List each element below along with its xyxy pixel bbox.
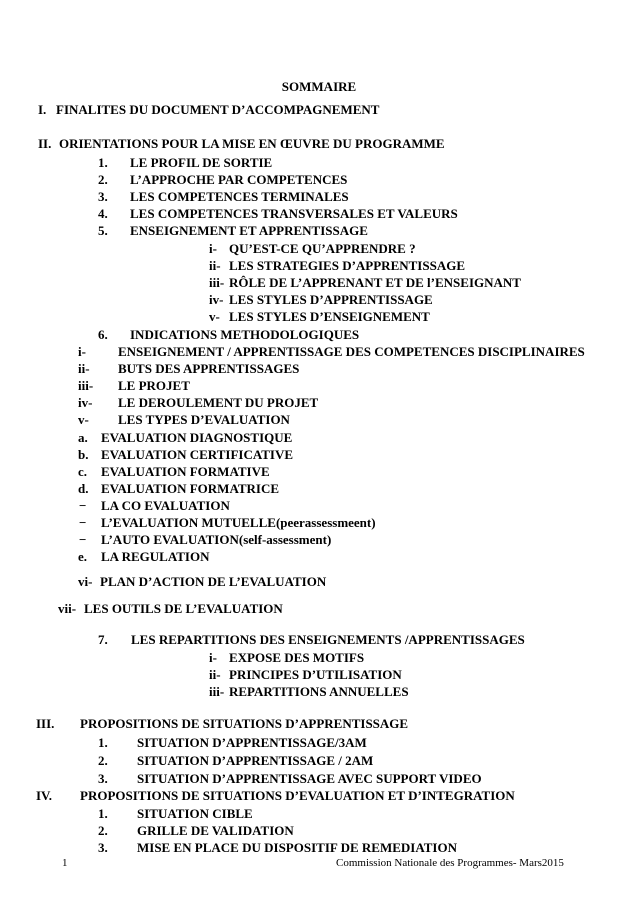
toc-entry-number: e. [78,549,88,564]
toc-entry-number: 2. [98,753,108,768]
toc-entry-text: L’APPROCHE PAR COMPETENCES [130,172,348,187]
toc-entry-text: MISE EN PLACE DU DISPOSITIF DE REMEDIATION [137,840,457,855]
toc-entry-number: 2. [98,823,108,838]
toc-entry-number: vi- [78,574,93,589]
toc-entry-number: iii- [209,684,225,699]
toc-entry-number: − [79,515,87,530]
toc-entry-text: LA CO EVALUATION [101,498,230,513]
toc-entry-text: L’AUTO EVALUATION(self-assessment) [101,532,332,547]
page-title: SOMMAIRE [281,79,357,94]
toc-entry-number: c. [78,464,88,479]
toc-entry-text: SITUATION D’APPRENTISSAGE AVEC SUPPORT VIDEO [137,771,482,786]
toc-entry-text: SITUATION CIBLE [137,806,253,821]
toc-entry-number: v- [209,309,220,324]
toc-entry-text: PLAN D’ACTION DE L’EVALUATION [100,574,327,589]
toc-entry-number: − [79,532,87,547]
toc-entry-text: GRILLE DE VALIDATION [137,823,294,838]
toc-entry-text: EVALUATION FORMATRICE [101,481,280,496]
toc-entry-number: v- [78,412,89,427]
toc-entry-number: 2. [98,172,108,187]
toc-entry-text: RÔLE DE L’APPRENANT ET DE l’ENSEIGNANT [229,275,521,290]
toc-entry-number: iii- [209,275,225,290]
toc-entry-number: 1. [98,806,108,821]
toc-entry-number: 4. [98,206,108,221]
toc-entry-text: LES TYPES D’EVALUATION [118,412,290,427]
toc-entry-text: FINALITES DU DOCUMENT D’ACCOMPAGNEMENT [56,102,380,117]
toc-entry-number: iv- [78,395,93,410]
toc-entry-number: II. [38,136,52,151]
toc-entry-number: ii- [209,667,221,682]
toc-entry-text: LE DEROULEMENT DU PROJET [118,395,319,410]
toc-entry-text: QU’EST-CE QU’APPRENDRE ? [229,241,416,256]
toc-entry-text: ORIENTATIONS POUR LA MISE EN ŒUVRE DU PROGRAMME [59,136,445,151]
toc-entry-text: BUTS DES APPRENTISSAGES [118,361,300,376]
toc-entry-number: iii- [78,378,94,393]
toc-entry-text: LES STYLES D’ENSEIGNEMENT [229,309,430,324]
toc-entry-number: 5. [98,223,108,238]
toc-entry-number: 3. [98,840,108,855]
toc-entry-text: EVALUATION DIAGNOSTIQUE [101,430,293,445]
toc-entry-number: vii- [58,601,77,616]
toc-entry-text: LE PROJET [118,378,190,393]
toc-entry-number: d. [78,481,89,496]
toc-entry-text: SITUATION D’APPRENTISSAGE/3AM [137,735,367,750]
toc-entry-text: LES OUTILS DE L’EVALUATION [84,601,283,616]
footer-text: Commission Nationale des Programmes- Mars2015 [336,857,564,869]
toc-entry-number: 3. [98,771,108,786]
toc-entry-text: EVALUATION FORMATIVE [101,464,270,479]
toc-entry-text: INDICATIONS METHODOLOGIQUES [130,327,360,342]
page-number: 1 [62,857,68,869]
toc-entry-text: EVALUATION CERTIFICATIVE [101,447,294,462]
toc-entry-number: i- [209,650,217,665]
toc-entry-text: PROPOSITIONS DE SITUATIONS D’APPRENTISSAGE [80,716,409,731]
toc-entry-number: i- [78,344,86,359]
toc-entry-text: EXPOSE DES MOTIFS [229,650,365,665]
toc-entry-number: I. [38,102,47,117]
toc-entry-number: − [79,498,87,513]
toc-entry-text: LES COMPETENCES TERMINALES [130,189,349,204]
toc-entry-text: LES REPARTITIONS DES ENSEIGNEMENTS /APPRENTISSAGES [131,632,525,647]
toc-entry-number: i- [209,241,217,256]
toc-entry-text: PRINCIPES D’UTILISATION [229,667,402,682]
toc-entry-number: ii- [209,258,221,273]
toc-entry-text: LE PROFIL DE SORTIE [130,155,273,170]
toc-entry-number: a. [78,430,88,445]
toc-entry-text: ENSEIGNEMENT / APPRENTISSAGE DES COMPETENCES DISCIPLINAIRES [118,344,585,359]
toc-entry-text: LES COMPETENCES TRANSVERSALES ET VALEURS [130,206,458,221]
toc-entry-number: III. [36,716,55,731]
toc-entry-number: 1. [98,155,108,170]
toc-entry-number: IV. [36,788,53,803]
toc-entry-text: SITUATION D’APPRENTISSAGE / 2AM [137,753,374,768]
toc-entry-number: iv- [209,292,224,307]
toc-entry-text: LES STRATEGIES D’APPRENTISSAGE [229,258,465,273]
toc-entry-number: 3. [98,189,108,204]
toc-entry-text: L’EVALUATION MUTUELLE(peerassessmeent) [101,515,376,530]
toc-entry-text: ENSEIGNEMENT ET APPRENTISSAGE [130,223,368,238]
toc-entry-text: REPARTITIONS ANNUELLES [229,684,409,699]
toc-entry-number: 1. [98,735,108,750]
toc-entry-number: b. [78,447,89,462]
toc-entry-text: LA REGULATION [101,549,210,564]
toc-entry-number: 7. [98,632,108,647]
toc-entry-number: ii- [78,361,90,376]
toc-entry-number: 6. [98,327,108,342]
toc-entry-text: LES STYLES D’APPRENTISSAGE [229,292,433,307]
toc-entry-text: PROPOSITIONS DE SITUATIONS D’EVALUATION ET D’INTEGRATION [80,788,515,803]
